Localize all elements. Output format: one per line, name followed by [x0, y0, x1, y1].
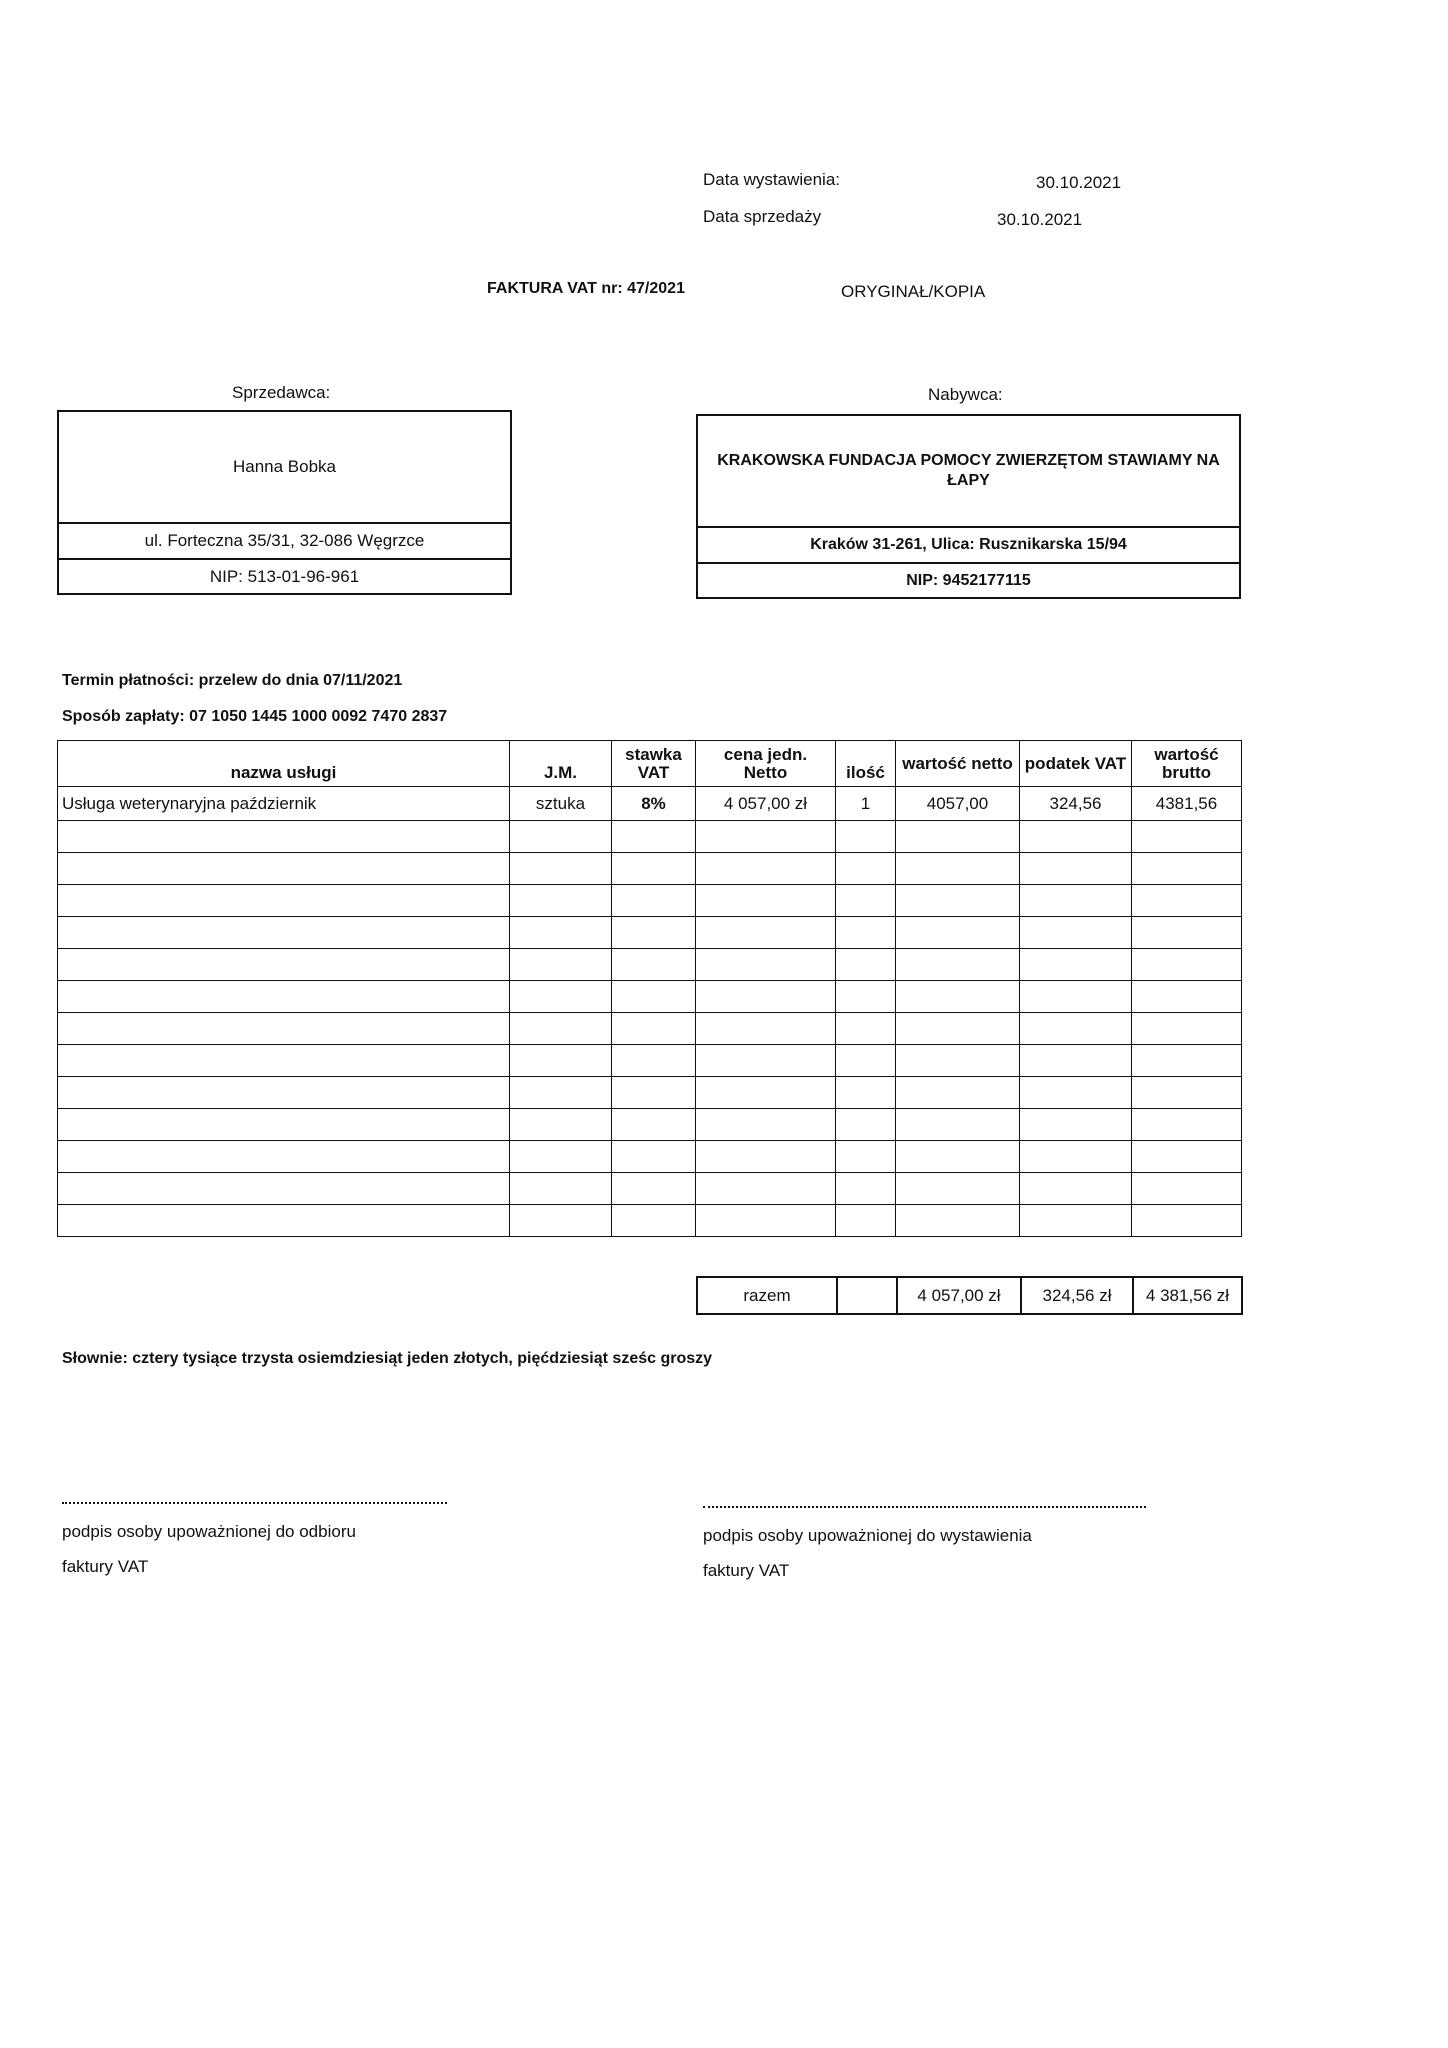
totals-row — [697, 1277, 1242, 1314]
buyer-address: Kraków 31-261, Ulica: Rusznikarska 15/94 — [810, 536, 1127, 553]
empty-row — [58, 1077, 1242, 1109]
row-gross-value: 4381,56 — [1132, 787, 1242, 821]
payment-term: Termin płatności: przelew do dnia 07/11/2021 — [62, 672, 403, 689]
header-gross-value: wartość brutto — [1132, 741, 1242, 787]
buyer-nip: NIP: 9452177115 — [906, 571, 1031, 589]
issue-date-value: 30.10.2021 — [1036, 173, 1122, 192]
empty-row — [58, 981, 1242, 1013]
empty-row — [58, 885, 1242, 917]
sale-date-label: Data sprzedaży — [703, 207, 822, 226]
receiver-signature-caption: podpis osoby upoważnionej do odbioru — [62, 1522, 356, 1541]
totals-label: razem — [697, 1277, 837, 1314]
row-vat-rate: 8% — [612, 787, 696, 821]
seller-box — [57, 410, 512, 595]
copy-type: ORYGINAŁ/KOPIA — [841, 282, 986, 301]
header-net-value: wartość netto — [896, 741, 1020, 787]
header-qty: ilość — [836, 741, 896, 787]
receiver-signature-caption-2: faktury VAT — [62, 1557, 149, 1576]
buyer-label: Nabywca: — [928, 385, 1003, 404]
seller-name: Hanna Bobka — [232, 457, 337, 476]
seller-address: ul. Forteczna 35/31, 32-086 Węgrzce — [144, 531, 425, 550]
header-vat-rate: stawka VAT — [612, 741, 696, 787]
row-qty: 1 — [836, 787, 896, 821]
header-unit-price: cena jedn. Netto — [696, 741, 836, 787]
row-unit: sztuka — [510, 787, 612, 821]
sale-date-value: 30.10.2021 — [997, 210, 1083, 229]
receiver-signature-line — [62, 1490, 447, 1504]
issuer-signature-caption-2: faktury VAT — [703, 1561, 790, 1580]
totals-net: 4 057,00 zł — [897, 1277, 1021, 1314]
seller-nip: NIP: 513-01-96-961 — [209, 566, 360, 586]
issue-date-label: Data wystawienia: — [703, 170, 841, 189]
amount-in-words: Słownie: cztery tysiące trzysta osiemdziesiąt jeden złotych, pięćdziesiąt sześc groszy — [62, 1350, 713, 1367]
items-table — [57, 740, 1242, 1237]
empty-row — [58, 1141, 1242, 1173]
payment-method: Sposób zapłaty: 07 1050 1445 1000 0092 7470 2837 — [62, 708, 448, 725]
totals-vat: 324,56 zł — [1021, 1277, 1133, 1314]
buyer-box — [696, 414, 1241, 599]
row-unit-price: 4 057,00 zł — [696, 787, 836, 821]
seller-label: Sprzedawca: — [232, 383, 331, 402]
empty-row — [58, 1013, 1242, 1045]
row-vat-amount: 324,56 — [1020, 787, 1132, 821]
table-row — [58, 787, 1242, 821]
empty-row — [58, 853, 1242, 885]
totals-gross: 4 381,56 zł — [1133, 1277, 1242, 1314]
buyer-name: KRAKOWSKA FUNDACJA POMOCY ZWIERZĘTOM STAWIAMY NA ŁAPY — [717, 452, 1220, 489]
empty-row — [58, 917, 1242, 949]
header-unit: J.M. — [510, 741, 612, 787]
empty-row — [58, 1173, 1242, 1205]
totals-table — [696, 1276, 1243, 1315]
totals-empty-cell — [837, 1277, 897, 1314]
header-name: nazwa usługi — [58, 741, 510, 787]
issuer-signature-caption: podpis osoby upoważnionej do wystawienia — [703, 1526, 1032, 1545]
row-name: Usługa weterynaryjna październik — [58, 787, 510, 821]
header-vat-amount: podatek VAT — [1020, 741, 1132, 787]
empty-row — [58, 821, 1242, 853]
empty-row — [58, 1045, 1242, 1077]
table-header-row — [58, 741, 1242, 787]
empty-row — [58, 1109, 1242, 1141]
invoice-title: FAKTURA VAT nr: 47/2021 — [487, 280, 685, 297]
empty-row — [58, 949, 1242, 981]
row-net-value: 4057,00 — [896, 787, 1020, 821]
issuer-signature-line — [703, 1494, 1146, 1508]
empty-row — [58, 1205, 1242, 1237]
